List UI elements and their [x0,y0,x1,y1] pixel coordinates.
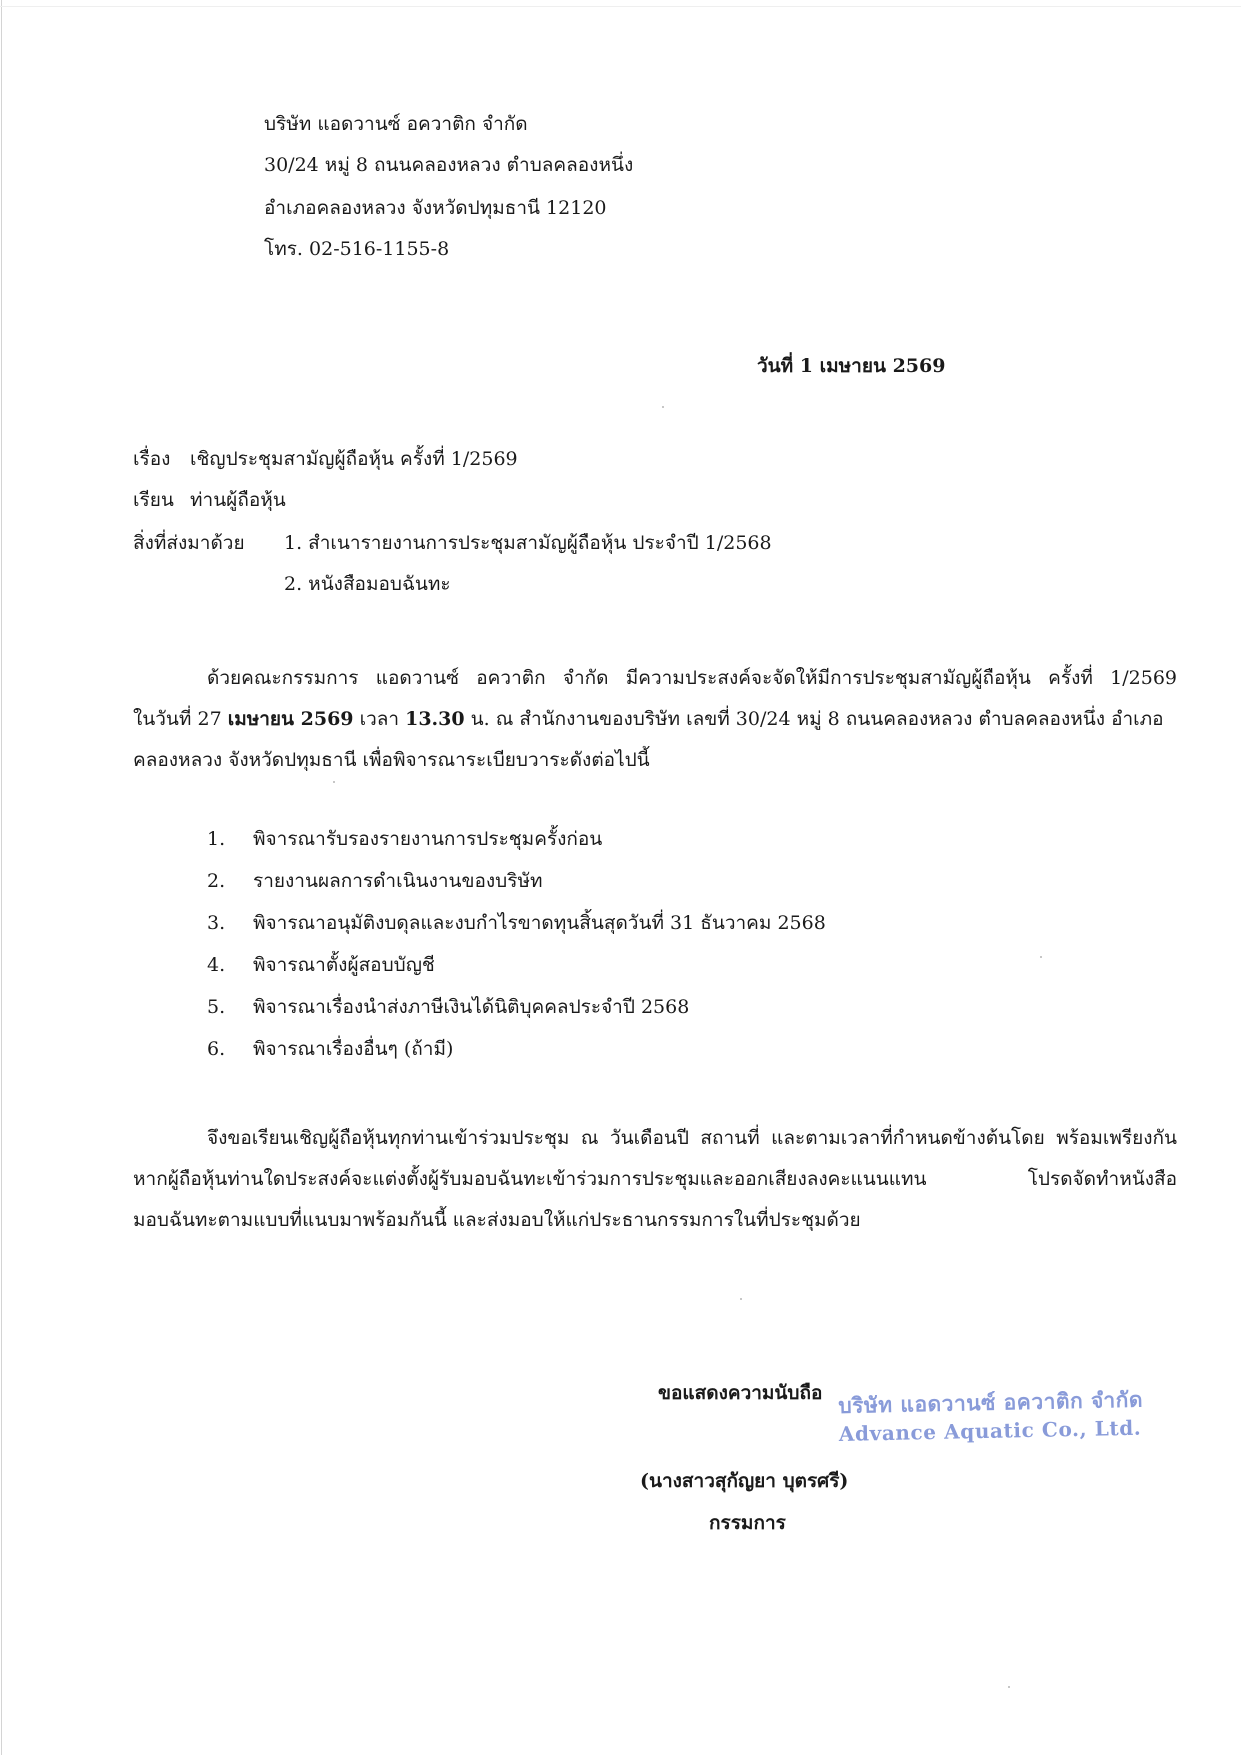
signatory-name: (นางสาวสุกัญยา บุตรศรี) [640,1470,849,1492]
closing-line-2: หากผู้ถือหุ้นท่านใดประสงค์จะแต่งตั้งผู้รับมอบฉันทะเข้าร่วมการประชุมและออกเสียงลงคะแนนแทน โปรดจัดทำหนังสือ [133,1168,1177,1190]
agenda-number: 6. [207,1038,226,1060]
stamp-english-name: Advance Aquatic Co., Ltd. [838,1415,1142,1446]
enclosure-item: 2. หนังสือมอบฉันทะ [284,573,451,595]
agenda-item: พิจารณาเรื่องอื่นๆ (ถ้ามี) [253,1038,454,1060]
company-phone: โทร. 02-516-1155-8 [264,238,450,260]
agenda-number: 4. [207,954,226,976]
company-stamp [838,1386,1149,1448]
company-address-line-2: อำเภอคลองหลวง จังหวัดปทุมธานี 12120 [264,197,607,219]
scan-speck [662,406,664,408]
scan-speck [1008,1686,1010,1688]
company-name: บริษัท แอดวานซ์ อควาติก จำกัด [264,113,528,135]
agenda-item: รายงานผลการดำเนินงานของบริษัท [253,870,543,892]
enclosure-item: 1. สำเนารายงานการประชุมสามัญผู้ถือหุ้น ประจำปี 1/2568 [284,532,772,554]
closing-line-3: มอบฉันทะตามแบบที่แนบมาพร้อมกันนี้ และส่งมอบให้แก่ประธานกรรมการในที่ประชุมด้วย [133,1209,861,1231]
signatory-position: กรรมการ [709,1512,786,1534]
meeting-time: 13.30 [405,708,465,730]
agenda-number: 2. [207,870,226,892]
scan-speck [1040,956,1042,958]
company-address-line-1: 30/24 หมู่ 8 ถนนคลองหลวง ตำบลคลองหนึ่ง [264,154,634,176]
scan-speck [740,1298,742,1300]
agenda-number: 3. [207,912,226,934]
subject-label: เรื่อง [133,448,171,470]
agenda-item: พิจารณาอนุมัติงบดุลและงบกำไรขาดทุนสิ้นสุดวันที่ 31 ธันวาคม 2568 [253,912,826,934]
page-left-edge [1,0,2,1755]
page-top-edge [0,6,1241,7]
intro-line-2: ในวันที่ 27 เมษายน 2569 เวลา 13.30 น. ณ สำนักงานของบริษัท เลขที่ 30/24 หมู่ 8 ถนนคลองหลวง ตำบลคลองหนึ่ง อำเภอ [133,708,1164,730]
recipient-label: เรียน [133,489,174,511]
agenda-number: 1. [207,828,226,850]
agenda-item: พิจารณาตั้งผู้สอบบัญชี [253,954,435,976]
closing-paragraph [133,1118,1177,1241]
closing-line-1: จึงขอเรียนเชิญผู้ถือหุ้นทุกท่านเข้าร่วมประชุม ณ วันเดือนปี สถานที่ และตามเวลาที่กำหนดข้างต้นโดย พร้อมเพรียงกัน [207,1127,1177,1149]
enclosures-label: สิ่งที่ส่งมาด้วย [133,532,245,554]
letter-date: วันที่ 1 เมษายน 2569 [757,355,946,377]
recipient-text: ท่านผู้ถือหุ้น [190,489,286,511]
agenda-number: 5. [207,996,226,1018]
signature-regards: ขอแสดงความนับถือ [658,1382,823,1404]
intro-line-3: คลองหลวง จังหวัดปทุมธานี เพื่อพิจารณาระเบียบวาระดังต่อไปนี้ [133,749,650,771]
intro-paragraph [133,658,1177,781]
intro-line-1: ด้วยคณะกรรมการ แอดวานซ์ อควาติก จำกัด มีความประสงค์จะจัดให้มีการประชุมสามัญผู้ถือหุ้น ครั้งที่ 1/2569 [207,667,1177,689]
meeting-date: เมษายน 2569 [227,708,354,730]
agenda-item: พิจารณารับรองรายงานการประชุมครั้งก่อน [253,828,603,850]
subject-text: เชิญประชุมสามัญผู้ถือหุ้น ครั้งที่ 1/2569 [190,448,518,470]
agenda-item: พิจารณาเรื่องนำส่งภาษีเงินได้นิติบุคคลประจำปี 2568 [253,996,690,1018]
scan-speck [333,781,335,783]
stamp-thai-name: บริษัท แอดวานซ์ อควาติก จำกัด [838,1386,1144,1418]
